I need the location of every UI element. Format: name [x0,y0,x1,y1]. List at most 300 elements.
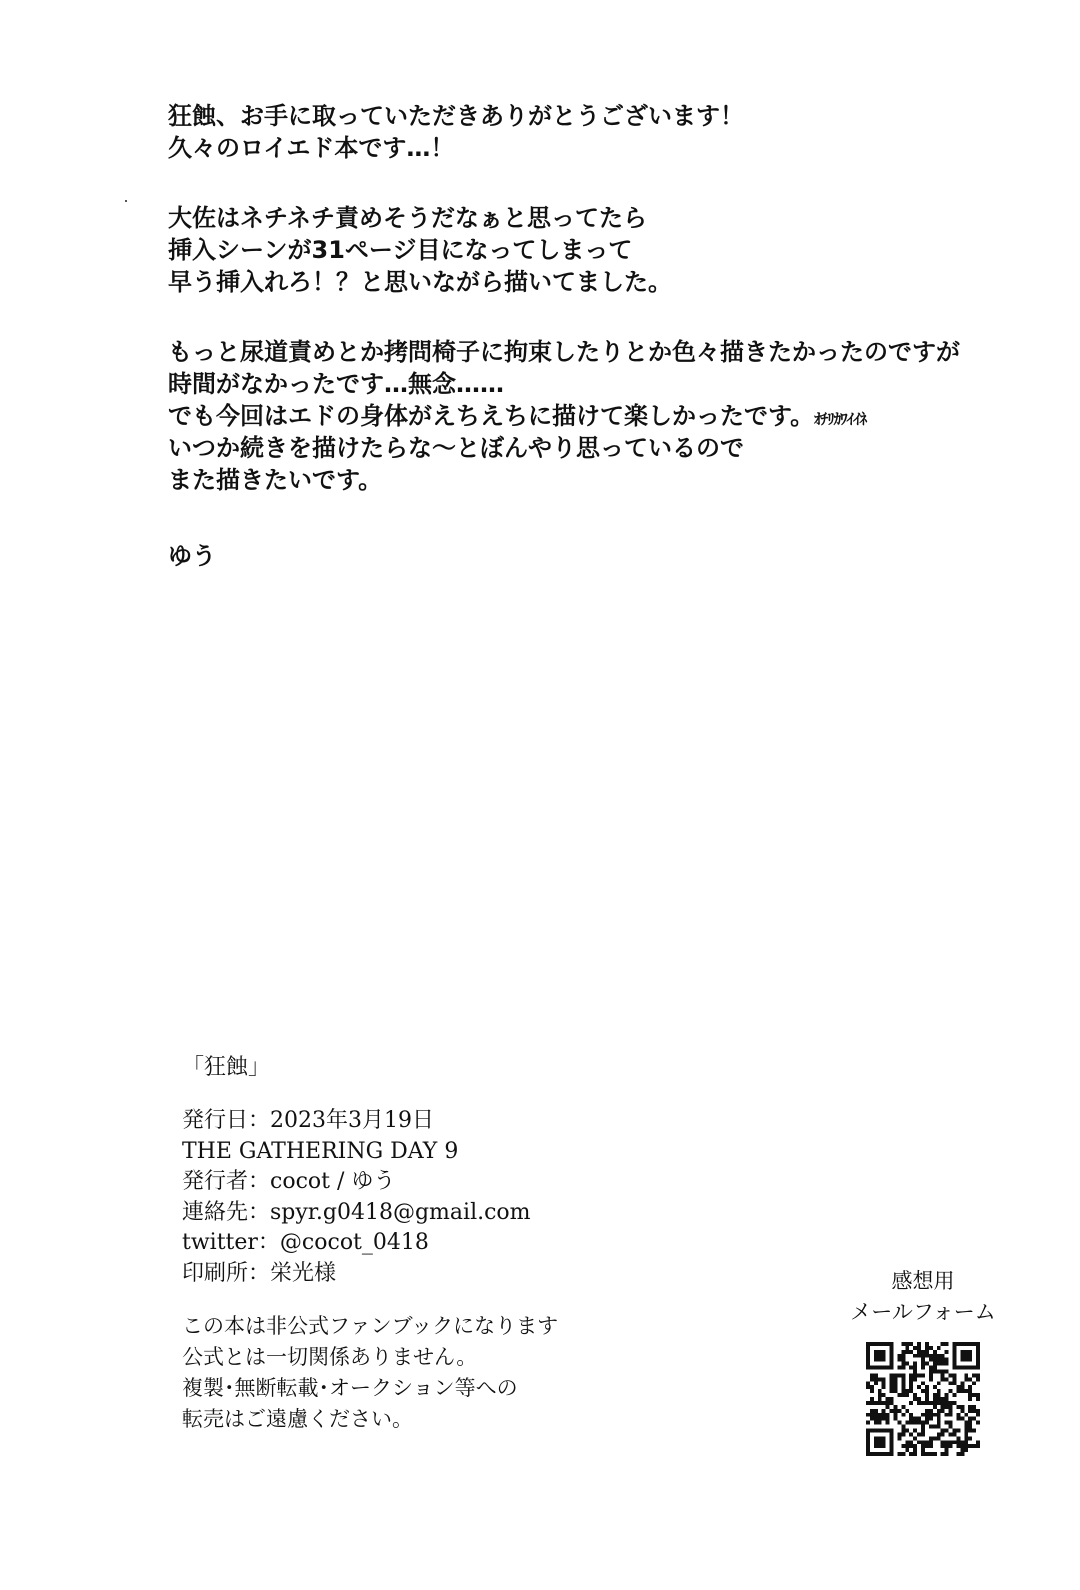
qr-module [897,1354,901,1358]
qr-module [894,1381,898,1385]
qr-module [937,1393,941,1397]
qr-module [890,1377,894,1381]
qr-module [925,1346,929,1350]
qr-module [866,1354,870,1358]
qr-module [866,1358,870,1362]
qr-module [878,1421,882,1425]
qr-module [866,1444,870,1448]
qr-module [882,1350,886,1354]
qr-code-icon[interactable] [866,1342,980,1456]
qr-module [897,1358,901,1362]
qr-module [897,1452,901,1456]
qr-module [866,1342,870,1346]
qr-module [905,1409,909,1413]
qr-module [941,1409,945,1413]
qr-module [890,1354,894,1358]
qr-module [933,1350,937,1354]
qr-module [882,1440,886,1444]
qr-module [956,1417,960,1421]
qr-module [964,1444,968,1448]
qr-module [874,1421,878,1425]
qr-module [866,1452,870,1456]
qr-module [921,1413,925,1417]
qr-module [925,1401,929,1405]
qr-module [909,1432,913,1436]
qr-module [921,1373,925,1377]
qr-module [937,1354,941,1358]
qr-module [968,1385,972,1389]
qr-module [866,1413,870,1417]
afterword-line: 狂蝕、お手に取っていただきありがとうございます！ [168,102,744,130]
qr-module [886,1421,890,1425]
qr-module [890,1381,894,1385]
qr-module [956,1428,960,1432]
qr-label-line2: メールフォーム [850,1300,996,1324]
qr-module [941,1362,945,1366]
qr-module [968,1425,972,1429]
qr-module [890,1401,894,1405]
qr-module [956,1452,960,1456]
qr-module [901,1358,905,1362]
qr-module [882,1385,886,1389]
qr-module [968,1397,972,1401]
qr-module [952,1432,956,1436]
qr-module [874,1366,878,1370]
qr-module [866,1362,870,1366]
qr-module [909,1366,913,1370]
qr-module [945,1370,949,1374]
qr-module [874,1413,878,1417]
qr-module [956,1440,960,1444]
qr-module [890,1440,894,1444]
qr-module [968,1366,972,1370]
qr-module [952,1377,956,1381]
qr-module [878,1417,882,1421]
qr-module [933,1397,937,1401]
qr-module [960,1354,964,1358]
qr-module [890,1448,894,1452]
qr-module [874,1373,878,1377]
qr-module [929,1354,933,1358]
qr-module [886,1417,890,1421]
qr-module [917,1373,921,1377]
qr-module [945,1350,949,1354]
qr-module [945,1440,949,1444]
qr-module [933,1366,937,1370]
book-title: 「狂蝕」 [182,1055,271,1080]
qr-module [897,1366,901,1370]
qr-module [913,1397,917,1401]
qr-module [945,1448,949,1452]
qr-module [882,1409,886,1413]
qr-module [866,1385,870,1389]
qr-module [933,1354,937,1358]
qr-module [956,1405,960,1409]
qr-module [870,1385,874,1389]
qr-module [870,1389,874,1393]
qr-module [925,1413,929,1417]
qr-module [952,1354,956,1358]
qr-module [901,1428,905,1432]
qr-module [894,1405,898,1409]
qr-module [909,1342,913,1346]
qr-module [960,1342,964,1346]
qr-module [866,1346,870,1350]
qr-module [905,1444,909,1448]
qr-module [945,1377,949,1381]
qr-module [925,1393,929,1397]
qr-module [929,1346,933,1350]
qr-module [909,1373,913,1377]
qr-module [929,1401,933,1405]
qr-module [968,1393,972,1397]
qr-module [937,1436,941,1440]
qr-module [901,1389,905,1393]
afterword-line: 時間がなかったです…無念…… [168,370,504,398]
qr-module [909,1444,913,1448]
qr-module [960,1405,964,1409]
qr-module [874,1428,878,1432]
qr-module [886,1401,890,1405]
qr-module [870,1377,874,1381]
qr-module [917,1397,921,1401]
disclaimer-line: 転売はご遠慮ください。 [182,1407,413,1431]
qr-module [917,1346,921,1350]
qr-module [866,1366,870,1370]
qr-label-line1: 感想用 [891,1269,955,1293]
qr-module [949,1405,953,1409]
qr-module [925,1421,929,1425]
qr-module [909,1421,913,1425]
qr-module [917,1350,921,1354]
qr-module [905,1362,909,1366]
qr-module [960,1366,964,1370]
afterword-line: もっと尿道責めとか拷問椅子に拘束したりとか色々描きたかったのですが [168,338,960,366]
qr-module [941,1342,945,1346]
qr-module [937,1417,941,1421]
qr-module [913,1448,917,1452]
qr-module [878,1366,882,1370]
qr-module [949,1413,953,1417]
qr-module [882,1401,886,1405]
qr-module [913,1452,917,1456]
qr-module [972,1417,976,1421]
afterword-small-note: ｵﾁﾘｶﾜｲｲﾈ [814,410,867,428]
qr-module [870,1428,874,1432]
qr-module [968,1428,972,1432]
afterword-line: いつか続きを描けたらな〜とぼんやり思っているので [168,434,744,462]
qr-module [933,1401,937,1405]
qr-module [894,1389,898,1393]
qr-module [921,1401,925,1405]
qr-module [968,1421,972,1425]
qr-module [937,1362,941,1366]
qr-module [878,1397,882,1401]
qr-module [976,1409,980,1413]
qr-module [913,1354,917,1358]
qr-module [925,1385,929,1389]
qr-module [929,1444,933,1448]
qr-module [894,1417,898,1421]
qr-module [933,1425,937,1429]
qr-module [929,1370,933,1374]
colophon-row-contact: 連絡先：spyr.g0418@gmail.com [182,1199,531,1225]
qr-module [933,1385,937,1389]
qr-module [941,1370,945,1374]
qr-module [874,1381,878,1385]
qr-module [952,1428,956,1432]
qr-module [901,1381,905,1385]
qr-module [976,1346,980,1350]
qr-module [901,1413,905,1417]
qr-module [968,1350,972,1354]
qr-module [945,1362,949,1366]
qr-module [929,1452,933,1456]
disclaimer [182,1311,802,1435]
author-signature: ゆう [168,542,216,570]
qr-module [901,1393,905,1397]
qr-module [976,1358,980,1362]
qr-module [878,1452,882,1456]
qr-module [925,1362,929,1366]
qr-module [921,1366,925,1370]
qr-module [921,1389,925,1393]
qr-module [870,1409,874,1413]
qr-module [921,1425,925,1429]
qr-module [882,1393,886,1397]
qr-module [866,1401,870,1405]
qr-module [897,1393,901,1397]
qr-module [941,1373,945,1377]
qr-module [874,1354,878,1358]
qr-module [874,1417,878,1421]
qr-module [964,1377,968,1381]
qr-module [882,1413,886,1417]
qr-module [968,1354,972,1358]
qr-module [976,1421,980,1425]
qr-module [882,1377,886,1381]
qr-module [921,1452,925,1456]
qr-module [941,1397,945,1401]
qr-module [968,1358,972,1362]
qr-module [905,1350,909,1354]
qr-module [917,1421,921,1425]
qr-module [921,1448,925,1452]
qr-module [941,1405,945,1409]
qr-module [874,1452,878,1456]
qr-module [976,1342,980,1346]
qr-module [913,1393,917,1397]
qr-module [882,1444,886,1448]
qr-module [925,1409,929,1413]
qr-module [929,1417,933,1421]
feedback-form-block [828,1266,1018,1456]
qr-module [964,1354,968,1358]
qr-module [960,1358,964,1362]
qr-module [886,1366,890,1370]
qr-module [870,1373,874,1377]
qr-module [972,1342,976,1346]
qr-module [921,1428,925,1432]
qr-module [897,1373,901,1377]
qr-module [956,1385,960,1389]
qr-module [949,1425,953,1429]
qr-module [937,1421,941,1425]
qr-module [913,1377,917,1381]
qr-module [949,1421,953,1425]
qr-module [956,1342,960,1346]
qr-module [929,1409,933,1413]
qr-module [949,1401,953,1405]
afterword-line: 大佐はネチネチ責めそうだなぁと思ってたら [168,204,648,232]
qr-module [874,1409,878,1413]
qr-module [956,1444,960,1448]
qr-module [956,1389,960,1393]
qr-module [921,1381,925,1385]
qr-module [921,1432,925,1436]
qr-module [945,1428,949,1432]
qr-module [878,1428,882,1432]
qr-module [878,1436,882,1440]
qr-module [909,1417,913,1421]
colophon [182,1050,802,1435]
qr-module [960,1385,964,1389]
scan-speck [125,200,127,202]
qr-module [905,1342,909,1346]
qr-module [882,1452,886,1456]
qr-module [964,1448,968,1452]
qr-module [890,1373,894,1377]
qr-module [870,1413,874,1417]
qr-module [933,1452,937,1456]
qr-module [901,1362,905,1366]
qr-module [866,1350,870,1354]
qr-module [968,1436,972,1440]
qr-module [905,1346,909,1350]
qr-module [949,1389,953,1393]
qr-module [894,1413,898,1417]
qr-module [905,1421,909,1425]
qr-module [878,1401,882,1405]
qr-module [925,1397,929,1401]
qr-module [897,1409,901,1413]
qr-module [968,1444,972,1448]
qr-module [905,1393,909,1397]
qr-module [945,1401,949,1405]
qr-module [870,1401,874,1405]
colophon-row-publisher: 発行者：cocot / ゆう [182,1169,396,1194]
qr-module [901,1366,905,1370]
qr-module [901,1350,905,1354]
qr-module [964,1350,968,1354]
qr-module [964,1366,968,1370]
qr-module [901,1432,905,1436]
qr-module [976,1397,980,1401]
qr-module [901,1342,905,1346]
qr-module [905,1440,909,1444]
qr-module [897,1432,901,1436]
qr-module [952,1362,956,1366]
colophon-row-issue-date: 発行日：2023年3月19日 [182,1108,434,1133]
qr-module [929,1358,933,1362]
qr-module [909,1389,913,1393]
qr-module [909,1377,913,1381]
qr-module [878,1413,882,1417]
qr-module [882,1417,886,1421]
qr-module [886,1413,890,1417]
qr-module [870,1366,874,1370]
qr-module [972,1381,976,1385]
qr-module [925,1389,929,1393]
qr-module [949,1381,953,1385]
qr-module [925,1342,929,1346]
qr-module [890,1346,894,1350]
qr-module [960,1452,964,1456]
qr-module [909,1452,913,1456]
qr-module [976,1444,980,1448]
qr-module [964,1358,968,1362]
qr-module [921,1350,925,1354]
qr-module [952,1381,956,1385]
qr-module [874,1401,878,1405]
qr-module [878,1389,882,1393]
qr-module [972,1428,976,1432]
qr-module [870,1417,874,1421]
qr-module [901,1385,905,1389]
qr-module [901,1452,905,1456]
qr-module [968,1389,972,1393]
qr-module [894,1377,898,1381]
qr-module [968,1409,972,1413]
qr-module [894,1409,898,1413]
qr-module [913,1362,917,1366]
qr-module [921,1444,925,1448]
qr-module [874,1436,878,1440]
qr-module [960,1440,964,1444]
qr-module [929,1373,933,1377]
qr-module [878,1393,882,1397]
qr-module [894,1385,898,1389]
afterword-text: でも今回はエドの身体がえちえちに描けて楽しかったです。 [168,402,815,430]
qr-module [960,1389,964,1393]
qr-module [913,1370,917,1374]
qr-module [890,1389,894,1393]
qr-module [921,1440,925,1444]
colophon-row-printer: 印刷所：栄光様 [182,1260,337,1286]
qr-module [917,1342,921,1346]
qr-module [925,1354,929,1358]
qr-module [972,1444,976,1448]
qr-module [945,1452,949,1456]
qr-module [890,1452,894,1456]
qr-module [941,1444,945,1448]
qr-module [870,1452,874,1456]
qr-module [925,1444,929,1448]
qr-module [933,1405,937,1409]
qr-module [968,1417,972,1421]
qr-module [913,1366,917,1370]
qr-module [964,1342,968,1346]
qr-module [890,1366,894,1370]
qr-module [882,1354,886,1358]
qr-module [937,1432,941,1436]
qr-module [894,1373,898,1377]
qr-module [952,1401,956,1405]
qr-module [949,1409,953,1413]
qr-module [901,1444,905,1448]
qr-module [964,1440,968,1444]
qr-module [909,1440,913,1444]
